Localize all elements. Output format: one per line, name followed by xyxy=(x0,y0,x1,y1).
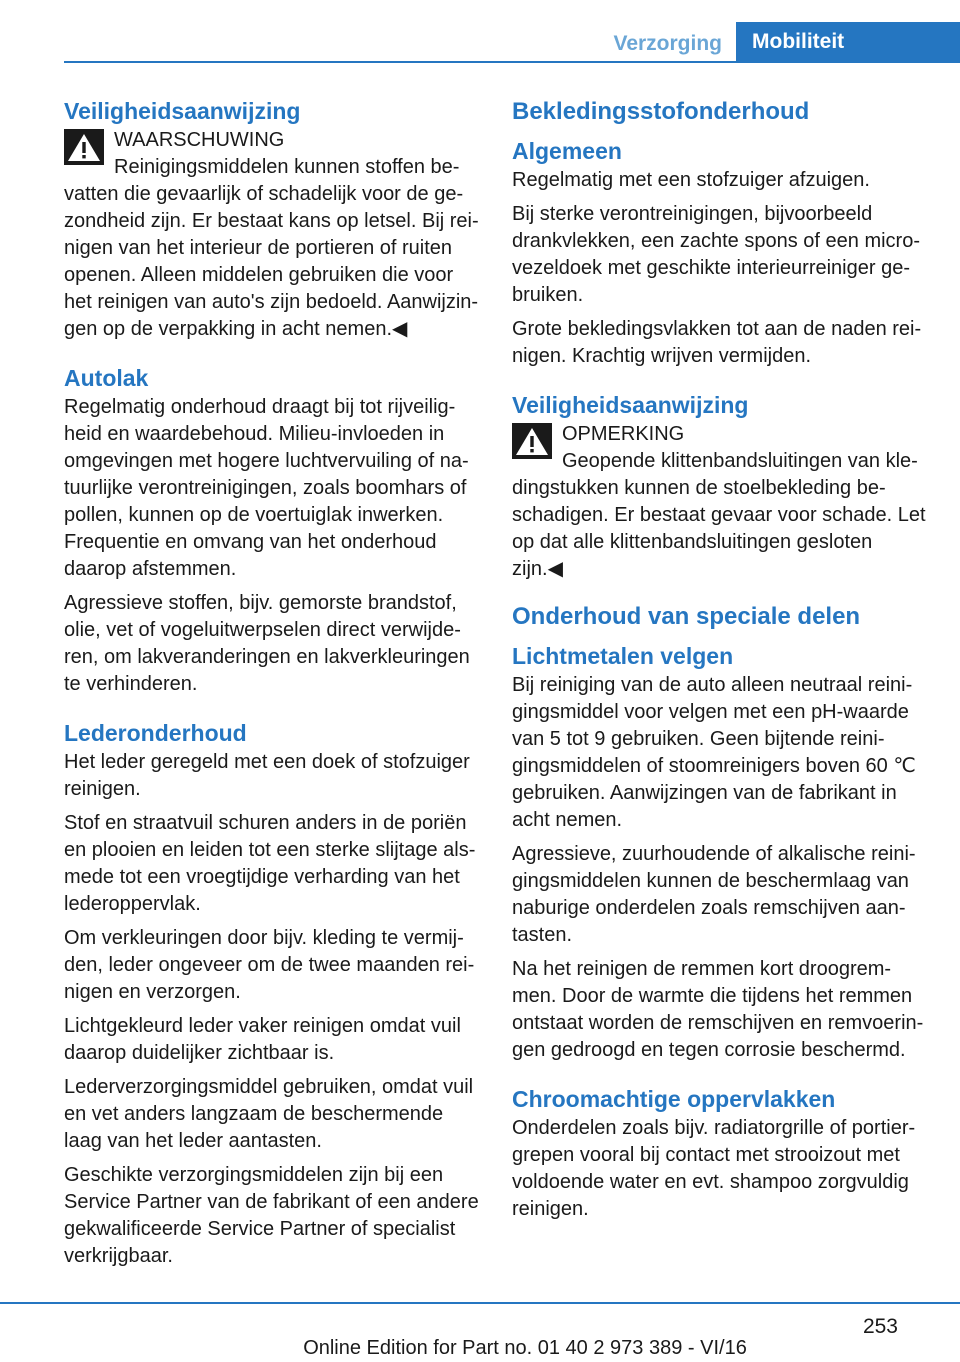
footer-rule xyxy=(0,1302,960,1304)
note-text: Geopende klittenbandsluitingen van kledingstukken kunnen de stoelbekleding beschadigen. Er bestaat gevaar voor schade. Let op dat alle klittenbandsluitingen gesloten zijn.◀ xyxy=(512,450,926,580)
heading-bekledingsstofonderhoud: Bekledingsstofonderhoud xyxy=(512,98,810,125)
warning-triangle-icon xyxy=(64,129,104,165)
leder-paragraph-3: Om verkleuringen door bijv. kleding te vermijden, leder ongeveer om de twee maanden reinigen en verzorgen. xyxy=(64,927,475,1003)
heading-speciale-delen: Onderhoud van speciale delen xyxy=(512,603,861,630)
velgen-paragraph-1: Bij reiniging van de auto alleen neutraal reinigingsmiddel voor velgen met een pH-waarde van 5 tot 9 gebruiken. Geen bijtende reinigingsmiddelen of stoomreinigers boven 60 ℃ gebruiken. Aanwijzingen van de fabrikant in acht nemen. xyxy=(512,674,916,831)
autolak-paragraph-2: Agressieve stoffen, bijv. gemorste brandstof, olie, vet of vogeluitwerpselen direct verwijderen, om lakveranderingen en lakverkleuringen te verhinderen. xyxy=(64,592,470,695)
tab-mobiliteit[interactable]: Mobiliteit xyxy=(736,22,960,62)
warning-text: Reinigingsmiddelen kunnen stoffen bevatten die gevaarlijk of schadelijk voor de gezondheid zijn. Er bestaat kans op letsel. Bij reinigen van het interieur de portieren of ruiten openen. Alleen middelen gebruiken die voor het reinigen van auto's zijn bedoeld. Aanwijzingen op de verpakking in acht nemen.◀ xyxy=(64,156,479,340)
velgen-paragraph-3: Na het reinigen de remmen kort droogremmen. Door de warmte die tijdens het remmen ontstaat worden de remschijven en remvoeringen gedroogd en tegen corrosie beschermd. xyxy=(512,958,924,1061)
leder-paragraph-5: Lederverzorgingsmiddel gebruiken, omdat vuil en vet anders langzaam de beschermende laag van het leder aantasten. xyxy=(64,1076,474,1152)
edition-footer: Online Edition for Part no. 01 40 2 973 389 - VI/16 xyxy=(303,1337,747,1359)
heading-algemeen: Algemeen xyxy=(512,138,622,164)
header-bar xyxy=(0,22,960,62)
velgen-paragraph-2: Agressieve, zuurhoudende of alkalische reinigingsmiddelen kunnen de beschermlaag van naburige onderdelen zoals remschijven aantasten. xyxy=(512,843,916,946)
page-number: 253 xyxy=(862,1315,898,1338)
heading-safety-right: Veiligheidsaanwijzing xyxy=(512,392,749,418)
leder-paragraph-1: Het leder geregeld met een doek of stofzuiger reinigen. xyxy=(64,751,470,800)
heading-chroomachtige-oppervlakken: Chroomachtige oppervlakken xyxy=(512,1086,836,1112)
heading-autolak: Autolak xyxy=(64,365,149,391)
warning-title: WAARSCHUWING xyxy=(114,129,285,151)
autolak-paragraph-1: Regelmatig onderhoud draagt bij tot rijveiligheid en waardebehoud. Milieu-invloeden in omgevingen met hogere luchtvervuiling of natuurlijke verontreinigingen, zoals boomhars of pollen, kunnen op de voertuiglak inwerken. Frequentie en omvang van het onderhoud daarop afstemmen. xyxy=(64,396,469,580)
heading-lichtmetalen-velgen: Lichtmetalen velgen xyxy=(512,643,734,669)
leder-paragraph-6: Geschikte verzorgingsmiddelen zijn bij een Service Partner van de fabrikant of een andere gekwalificeerde Service Partner of specialist verkrijgbaar. xyxy=(64,1164,479,1267)
warning-triangle-icon xyxy=(512,423,552,459)
tab-verzorging[interactable]: Verzorging xyxy=(613,32,722,55)
chroom-paragraph-1: Onderdelen zoals bijv. radiatorgrille of portiergrepen vooral bij contact met strooizout met voldoende water en evt. shampoo zorgvuldig reinigen. xyxy=(512,1117,916,1220)
leder-paragraph-2: Stof en straatvuil schuren anders in de poriën en plooien en leiden tot een sterke slijtage alsmede tot een vroegtijdige verharding van het lederoppervlak. xyxy=(64,812,476,915)
left-column xyxy=(64,96,480,1277)
warning-block xyxy=(64,127,480,343)
algemeen-paragraph-1: Regelmatig met een stofzuiger afzuigen. xyxy=(512,169,870,191)
heading-safety-left: Veiligheidsaanwijzing xyxy=(64,98,301,124)
note-block xyxy=(512,421,926,583)
leder-paragraph-4: Lichtgekleurd leder vaker reinigen omdat vuil daarop duidelijker zichtbaar is. xyxy=(64,1015,461,1064)
note-title: OPMERKING xyxy=(562,423,685,445)
algemeen-paragraph-3: Grote bekledingsvlakken tot aan de naden reinigen. Krachtig wrijven vermijden. xyxy=(512,318,922,367)
heading-lederonderhoud: Lederonderhoud xyxy=(64,720,247,746)
algemeen-paragraph-2: Bij sterke verontreinigingen, bijvoorbeeld drankvlekken, een zachte spons of een microvezeldoek met geschikte interieurreiniger gebruiken. xyxy=(512,203,921,306)
right-column xyxy=(512,96,926,1230)
header-rule xyxy=(64,61,960,63)
